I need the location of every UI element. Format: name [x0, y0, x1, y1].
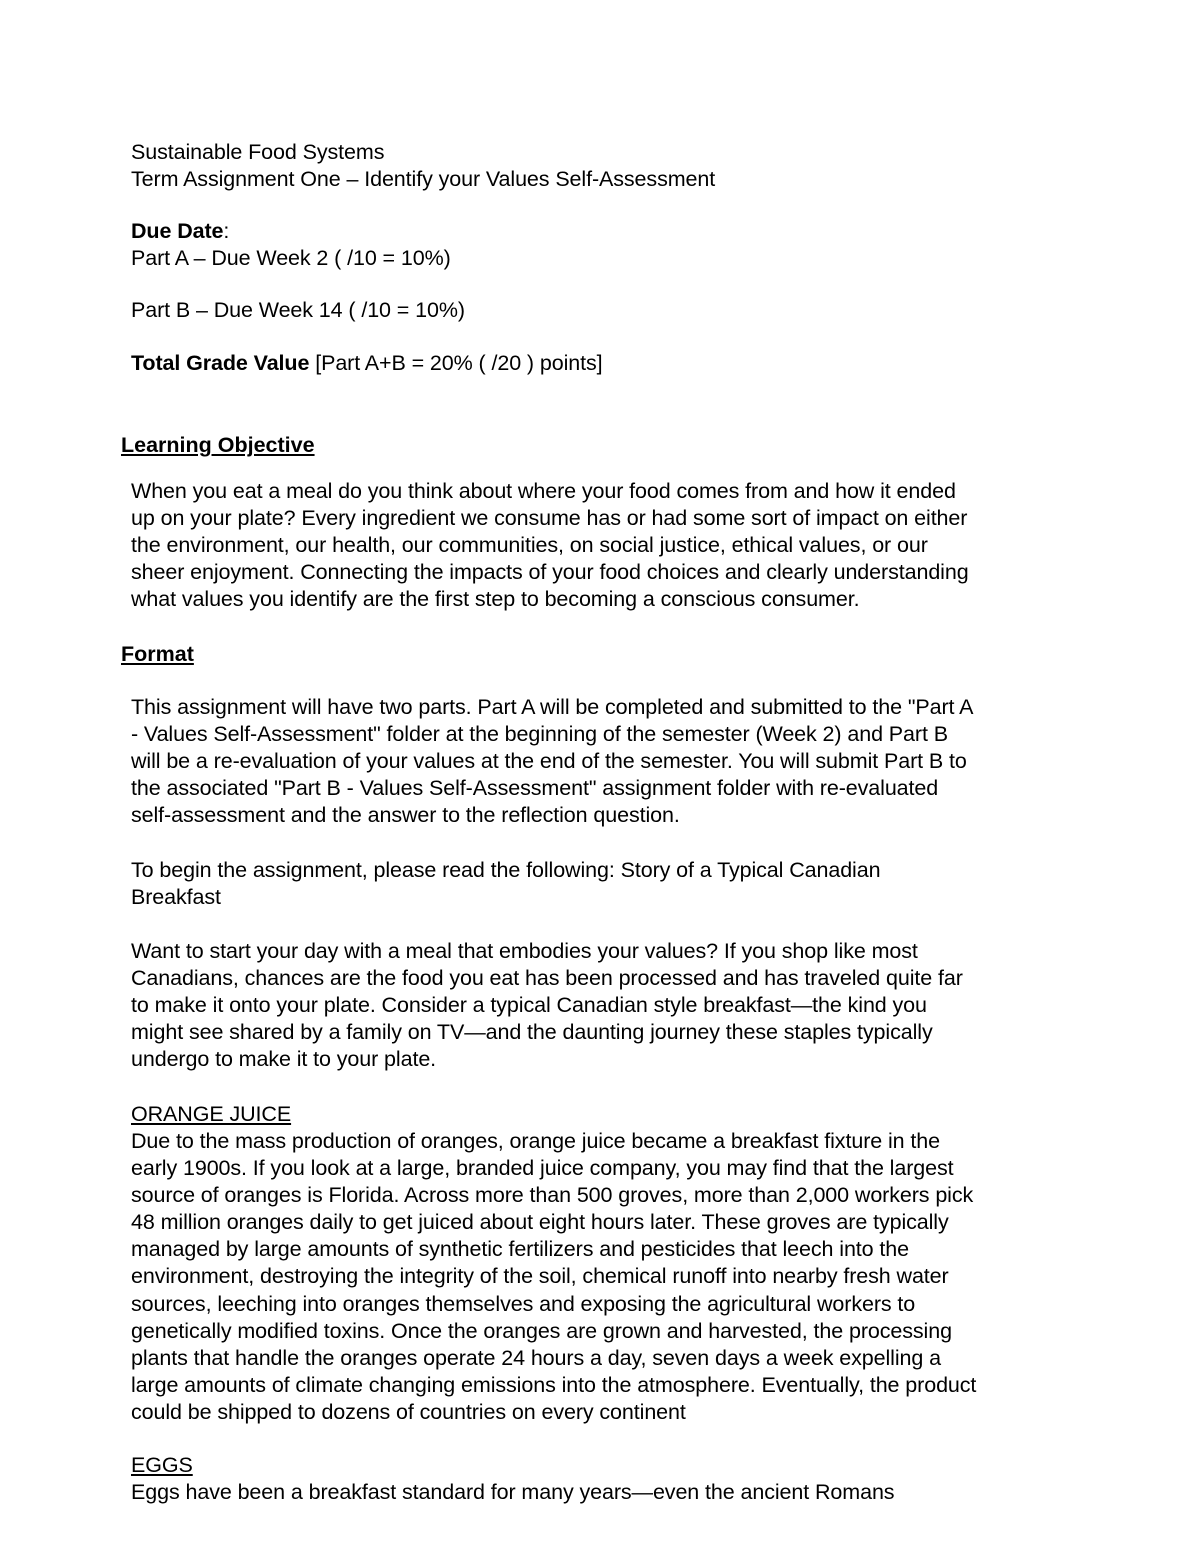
text-line: Eggs have been a breakfast standard for many years—even the ancient Romans	[131, 1480, 895, 1504]
orange-juice-body	[131, 1128, 1091, 1426]
course-title: Sustainable Food Systems	[131, 140, 385, 164]
text-line: environment, destroying the integrity of the soil, chemical runoff into nearby fresh water	[131, 1264, 949, 1289]
due-date-line	[131, 218, 229, 245]
total-grade-label: Total Grade Value	[131, 351, 310, 375]
assignment-title: Term Assignment One – Identify your Values Self-Assessment	[131, 167, 716, 191]
text-line: the environment, our health, our communities, on social justice, ethical values, or our	[131, 533, 928, 558]
text-line: sheer enjoyment. Connecting the impacts of your food choices and clearly understanding	[131, 560, 969, 585]
text-line: plants that handle the oranges operate 24 hours a day, seven days a week expelling a	[131, 1345, 941, 1370]
text-line: large amounts of climate changing emissions into the atmosphere. Eventually, the product	[131, 1372, 977, 1397]
text-line: - Values Self-Assessment" folder at the beginning of the semester (Week 2) and Part B	[131, 722, 948, 747]
text-line: undergo to make it to your plate.	[131, 1047, 437, 1072]
text-line: what values you identify are the first step to becoming a conscious consumer.	[131, 587, 860, 612]
eggs-heading: EGGS	[131, 1453, 193, 1477]
total-grade-line	[131, 350, 603, 377]
text-line: To begin the assignment, please read the following: Story of a Typical Canadian	[131, 858, 881, 882]
format-heading: Format	[121, 642, 194, 666]
due-date-colon: :	[223, 219, 230, 243]
text-line: managed by large amounts of synthetic fertilizers and pesticides that leech into the	[131, 1237, 909, 1262]
text-line: to make it onto your plate. Consider a typical Canadian style breakfast—the kind you	[131, 993, 927, 1018]
format-paragraph-3	[131, 938, 1091, 1073]
format-paragraph-1	[131, 694, 1091, 829]
text-line: Canadians, chances are the food you eat has been processed and has traveled quite far	[131, 966, 963, 991]
text-line: genetically modified toxins. Once the oranges are grown and harvested, the processing	[131, 1318, 952, 1343]
due-part-a: Part A – Due Week 2 ( /10 = 10%)	[131, 246, 451, 270]
text-line: early 1900s. If you look at a large, branded juice company, you may find that the largest	[131, 1156, 954, 1181]
text-line: source of oranges is Florida. Across more than 500 groves, more than 2,000 workers pick	[131, 1183, 974, 1208]
total-grade-value: [Part A+B = 20% ( /20 ) points]	[309, 351, 603, 375]
learning-objective-heading: Learning Objective	[121, 433, 315, 457]
text-line: up on your plate? Every ingredient we consume has or had some sort of impact on either	[131, 506, 968, 531]
text-line: Want to start your day with a meal that embodies your values? If you shop like most	[131, 939, 918, 963]
due-date-label: Due Date	[131, 219, 224, 243]
text-line: Due to the mass production of oranges, orange juice became a breakfast fixture in the	[131, 1129, 940, 1153]
eggs-body	[131, 1479, 1091, 1506]
text-line: 48 million oranges daily to get juiced about eight hours later. These groves are typically	[131, 1210, 949, 1235]
text-line: Breakfast	[131, 885, 221, 910]
orange-juice-heading: ORANGE JUICE	[131, 1102, 292, 1126]
format-paragraph-2	[131, 857, 1091, 911]
text-line: could be shipped to dozens of countries on every continent	[131, 1399, 686, 1424]
text-line: might see shared by a family on TV—and the daunting journey these staples typically	[131, 1020, 933, 1045]
text-line: This assignment will have two parts. Part A will be completed and submitted to the "Part A	[131, 695, 974, 719]
text-line: will be a re-evaluation of your values at the end of the semester. You will submit Part B to	[131, 749, 967, 774]
text-line: the associated "Part B - Values Self-Assessment" assignment folder with re-evaluated	[131, 776, 939, 801]
due-part-b: Part B – Due Week 14 ( /10 = 10%)	[131, 298, 465, 322]
text-line: sources, leeching into oranges themselves and exposing the agricultural workers to	[131, 1291, 916, 1316]
text-line: When you eat a meal do you think about where your food comes from and how it ended	[131, 479, 956, 503]
learning-objective-body	[131, 478, 1091, 613]
text-line: self-assessment and the answer to the reflection question.	[131, 803, 680, 828]
